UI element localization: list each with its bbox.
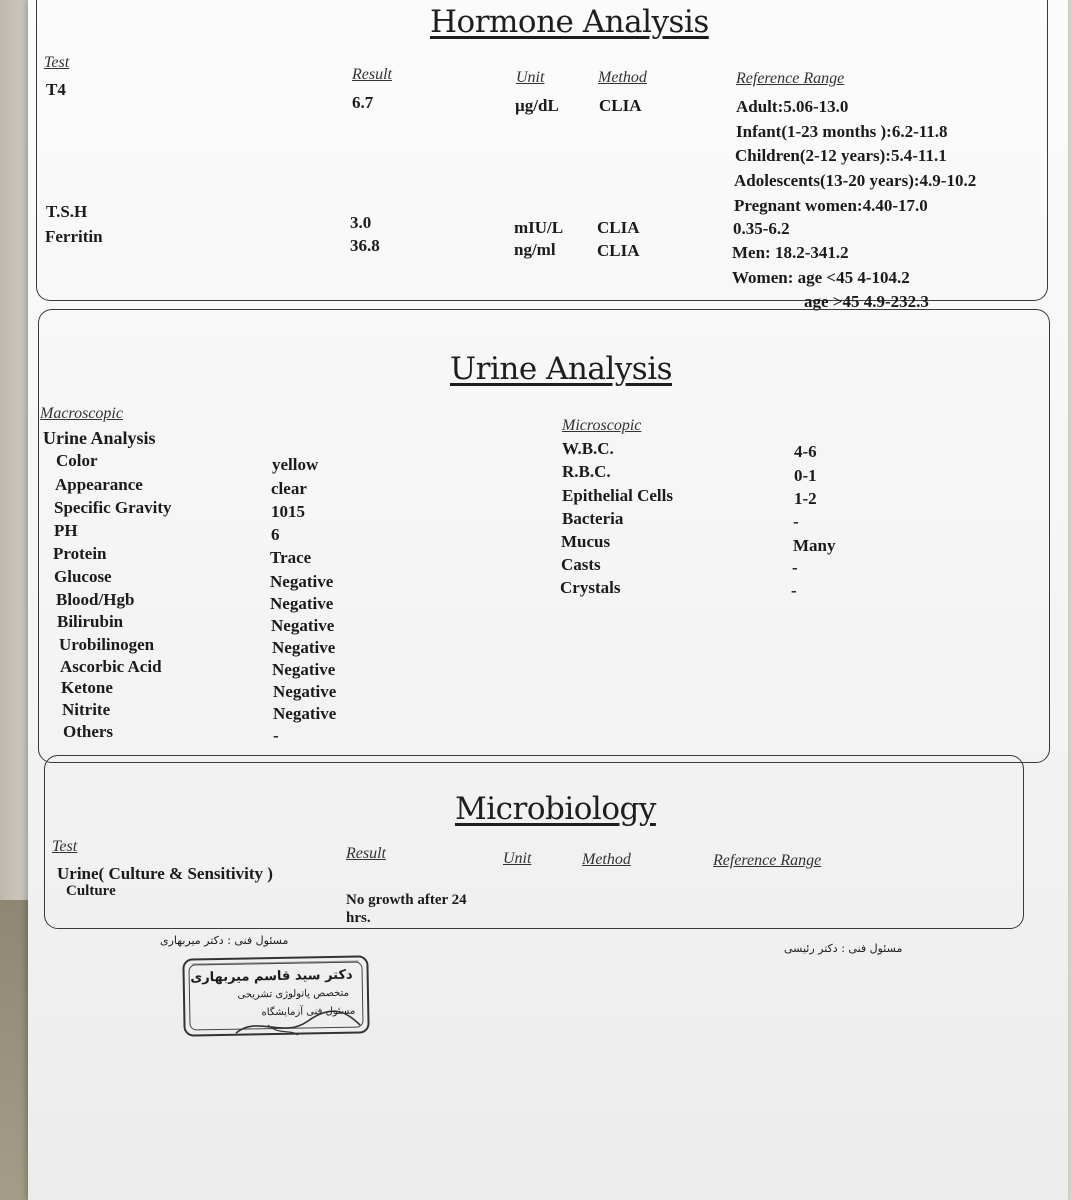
- macro-value: -: [273, 726, 279, 745]
- ferritin-name: Ferritin: [45, 227, 103, 246]
- macro-label: Glucose: [54, 567, 112, 586]
- macro-value: 6: [271, 525, 280, 544]
- signature-left-text: مسئول فنی : دکتر میربهاری: [160, 934, 289, 947]
- micro-header-unit: Unit: [503, 850, 532, 867]
- macro-label: Bilirubin: [57, 612, 124, 631]
- t4-method: CLIA: [599, 96, 642, 115]
- urine-title: Urine Analysis: [450, 351, 673, 387]
- culture-test-name: Urine( Culture & Sensitivity ): [57, 864, 273, 883]
- stamp-line-3: مسئول فنی آزمایشگاه: [261, 1005, 356, 1019]
- t4-range-4: Pregnant women:4.40-17.0: [734, 196, 928, 215]
- macro-value: Negative: [270, 594, 334, 613]
- micro-header-result: Result: [346, 845, 386, 862]
- culture-result-line1: No growth after 24: [346, 892, 467, 908]
- micro-header-test: Test: [52, 838, 78, 855]
- macro-label: Ascorbic Acid: [60, 657, 162, 676]
- culture-sub-test: Culture: [66, 883, 116, 899]
- macro-label: Protein: [53, 544, 107, 563]
- macro-label: PH: [54, 521, 78, 540]
- micro-label: Bacteria: [562, 509, 624, 528]
- micro-label: W.B.C.: [562, 439, 614, 458]
- micro-label: Epithelial Cells: [562, 486, 673, 505]
- macro-value: Negative: [270, 572, 334, 591]
- signature-right-text: مسئول فنی : دکتر رئیسی: [784, 942, 903, 955]
- micro-value: 0-1: [794, 466, 817, 485]
- macro-value: Negative: [273, 682, 337, 701]
- hormone-header-unit: Unit: [516, 69, 545, 86]
- t4-range-1: Infant(1-23 months ):6.2-11.8: [736, 122, 948, 141]
- macro-label: Specific Gravity: [54, 498, 172, 517]
- macro-label: Urobilinogen: [59, 635, 155, 654]
- ferritin-range-women-gt45: age >45 4.9-232.3: [804, 292, 929, 311]
- t4-range-3: Adolescents(13-20 years):4.9-10.2: [734, 171, 977, 190]
- microbiology-title: Microbiology: [455, 791, 656, 827]
- microbiology-box: [44, 755, 1024, 929]
- macro-label: Blood/Hgb: [56, 590, 135, 609]
- hormone-header-reference: Reference Range: [736, 70, 845, 87]
- micro-value: -: [793, 512, 799, 531]
- micro-value: -: [792, 558, 798, 577]
- macro-value: clear: [271, 479, 307, 498]
- stamp-line-1: دکتر سید قاسم میربهاری: [190, 967, 353, 986]
- macro-value: 1015: [271, 502, 305, 521]
- t4-range-2: Children(2-12 years):5.4-11.1: [735, 146, 947, 165]
- hormone-header-method: Method: [598, 69, 647, 86]
- tsh-result: 3.0: [350, 213, 372, 232]
- stamp-line-2: متخصص پاتولوژی تشریحی: [237, 987, 350, 1001]
- macro-label: Color: [56, 451, 98, 470]
- t4-result: 6.7: [352, 93, 374, 112]
- micro-label: Crystals: [560, 578, 621, 597]
- microscopic-header: Microscopic: [562, 417, 642, 434]
- micro-value: -: [791, 581, 797, 600]
- tsh-name: T.S.H: [46, 202, 88, 221]
- ferritin-unit: ng/ml: [514, 240, 556, 259]
- micro-label: Casts: [561, 555, 601, 574]
- t4-name: T4: [46, 80, 66, 99]
- micro-header-method: Method: [582, 851, 631, 868]
- hormone-title: Hormone Analysis: [430, 4, 709, 40]
- micro-value: Many: [793, 536, 836, 555]
- lab-report-sheet: [28, 0, 1068, 1200]
- t4-unit: µg/dL: [515, 96, 559, 115]
- micro-header-reference: Reference Range: [713, 852, 822, 869]
- ferritin-result: 36.8: [350, 236, 380, 255]
- tsh-unit: mIU/L: [514, 218, 564, 237]
- ferritin-method: CLIA: [597, 241, 640, 260]
- t4-range-0: Adult:5.06-13.0: [736, 97, 849, 116]
- macro-value: Negative: [273, 704, 337, 723]
- macroscopic-subtitle: Urine Analysis: [43, 428, 156, 448]
- macro-value: Negative: [272, 660, 336, 679]
- macro-label: Nitrite: [62, 700, 111, 719]
- ferritin-range-men: Men: 18.2-341.2: [732, 243, 849, 262]
- hormone-header-result: Result: [352, 66, 392, 83]
- macro-value: Negative: [272, 638, 336, 657]
- macro-label: Ketone: [61, 678, 113, 697]
- macro-value: Trace: [270, 548, 312, 567]
- macro-value: yellow: [272, 455, 319, 474]
- handwritten-signature: [228, 995, 368, 1045]
- macroscopic-header: Macroscopic: [40, 405, 123, 422]
- micro-value: 1-2: [794, 489, 817, 508]
- micro-label: R.B.C.: [562, 462, 611, 481]
- macro-label: Others: [63, 722, 114, 741]
- micro-value: 4-6: [794, 442, 817, 461]
- tsh-method: CLIA: [597, 218, 640, 237]
- ferritin-range-women-lt45: Women: age <45 4-104.2: [732, 268, 910, 287]
- culture-result-line2: hrs.: [346, 910, 371, 926]
- tsh-range: 0.35-6.2: [733, 219, 790, 238]
- hormone-header-test: Test: [44, 54, 70, 71]
- macro-label: Appearance: [55, 475, 143, 494]
- micro-label: Mucus: [561, 532, 611, 551]
- macro-value: Negative: [271, 616, 335, 635]
